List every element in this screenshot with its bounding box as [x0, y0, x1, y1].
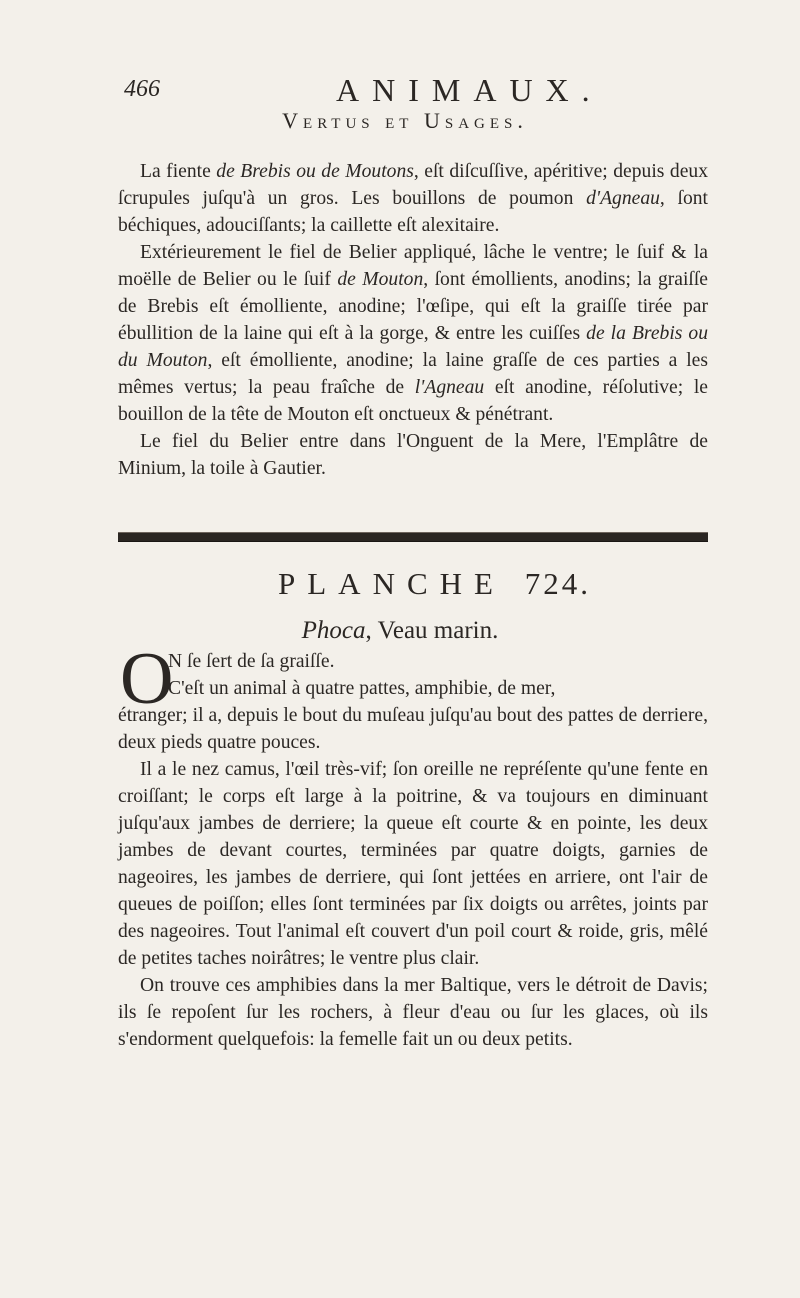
paragraph: Le fiel du Belier entre dans l'Onguent de la Mere, l'Emplâtre de Minium, la toile à Gautier. — [118, 431, 708, 479]
section-title: Vertus et Usages. — [282, 108, 528, 133]
text-span: , eſt diſcuſſive, apéritive; depuis deux ſcrupules juſqu'à un gros. Les bouillons de poumon — [118, 161, 708, 209]
drop-cap: O — [120, 638, 174, 720]
running-title: ANIMAUX. — [336, 72, 603, 108]
text-span: , ſont béchiques, adouciſſants; la caillette eſt alexitaire. — [118, 188, 708, 236]
uses-text-block — [118, 158, 708, 482]
common-name: , Veau marin. — [365, 617, 499, 644]
italic-span: de Brebis ou de Moutons — [216, 161, 414, 182]
italic-span: d'Agneau — [586, 188, 660, 209]
text-span: étranger; il a, depuis le bout du muſeau juſqu'au bout des pattes de derriere, deux pieds quatre pouces. — [118, 705, 708, 753]
ornamental-rule — [118, 532, 708, 542]
text-span: Extérieurement le fiel de Belier appliqué, lâche le ventre; le ſuif & la moëlle de Belier ou le ſuif — [118, 242, 708, 290]
latin-name: Phoca — [301, 617, 366, 644]
paragraph — [118, 239, 708, 428]
italic-span: l'Agneau — [414, 377, 485, 398]
text-span: , ſont émollients, anodins; la graiſſe de Brebis eſt émolliente, anodine; l'œſipe, qui eſt la graiſſe tirée par ébullition de la laine qui eſt à la gorge, & entre les cuiſſes — [118, 269, 708, 344]
text-line: C'eſt un animal à quatre pattes, amphibie, de mer, — [168, 678, 556, 699]
text-span: eſt anodine, réſolutive; le bouillon de la tête de Mouton eſt onctueux & pénétrant. — [118, 377, 708, 425]
plate-word: PLANCHE — [278, 566, 505, 601]
page-number: 466 — [124, 76, 160, 102]
italic-span: de Mouton — [337, 269, 424, 290]
text-span: La fiente — [140, 161, 217, 182]
plate-heading — [278, 566, 591, 602]
description-text-block — [118, 648, 708, 1053]
plate-number: 724. — [524, 566, 591, 601]
paragraph: On trouve ces amphibies dans la mer Baltique, vers le détroit de Davis; ils ſe repoſent ſur les rochers, à fleur d'eau ou ſur les glaces, où ils s'endorment quelquefois: la femelle fait un ou deux petits. — [118, 975, 708, 1050]
text-span: , eſt émolliente, anodine; la laine graſſe de ces parties a les mêmes vertus; la peau fraîche de — [118, 350, 708, 398]
running-head — [0, 72, 800, 112]
text-line: N ſe ſert de ſa graiſſe. — [168, 651, 335, 672]
paragraph: Il a le nez camus, l'œil très-vif; ſon oreille ne repréſente qu'une fente en croiſſant; le corps eſt large à la poitrine, & va toujours en diminuant juſqu'aux jambes de derriere; la queue eſt courte & en pointe, les deux jambes de devant courtes, terminées par quatre doigts, garnies de nageoires, les jambes de derriere, qui ſont jettées en arriere, ont l'air de queues de poiſſon; elles ſont terminées par ſix doigts ou arrêtes, joints par des nageoires. Tout l'animal eſt couvert d'un poil court & roide, gris, mêlé de petites taches noirâtres; le ventre plus clair. — [118, 759, 708, 969]
paragraph — [118, 648, 708, 756]
paragraph — [118, 158, 708, 239]
italic-span: de la Brebis ou du Mouton — [118, 323, 709, 371]
